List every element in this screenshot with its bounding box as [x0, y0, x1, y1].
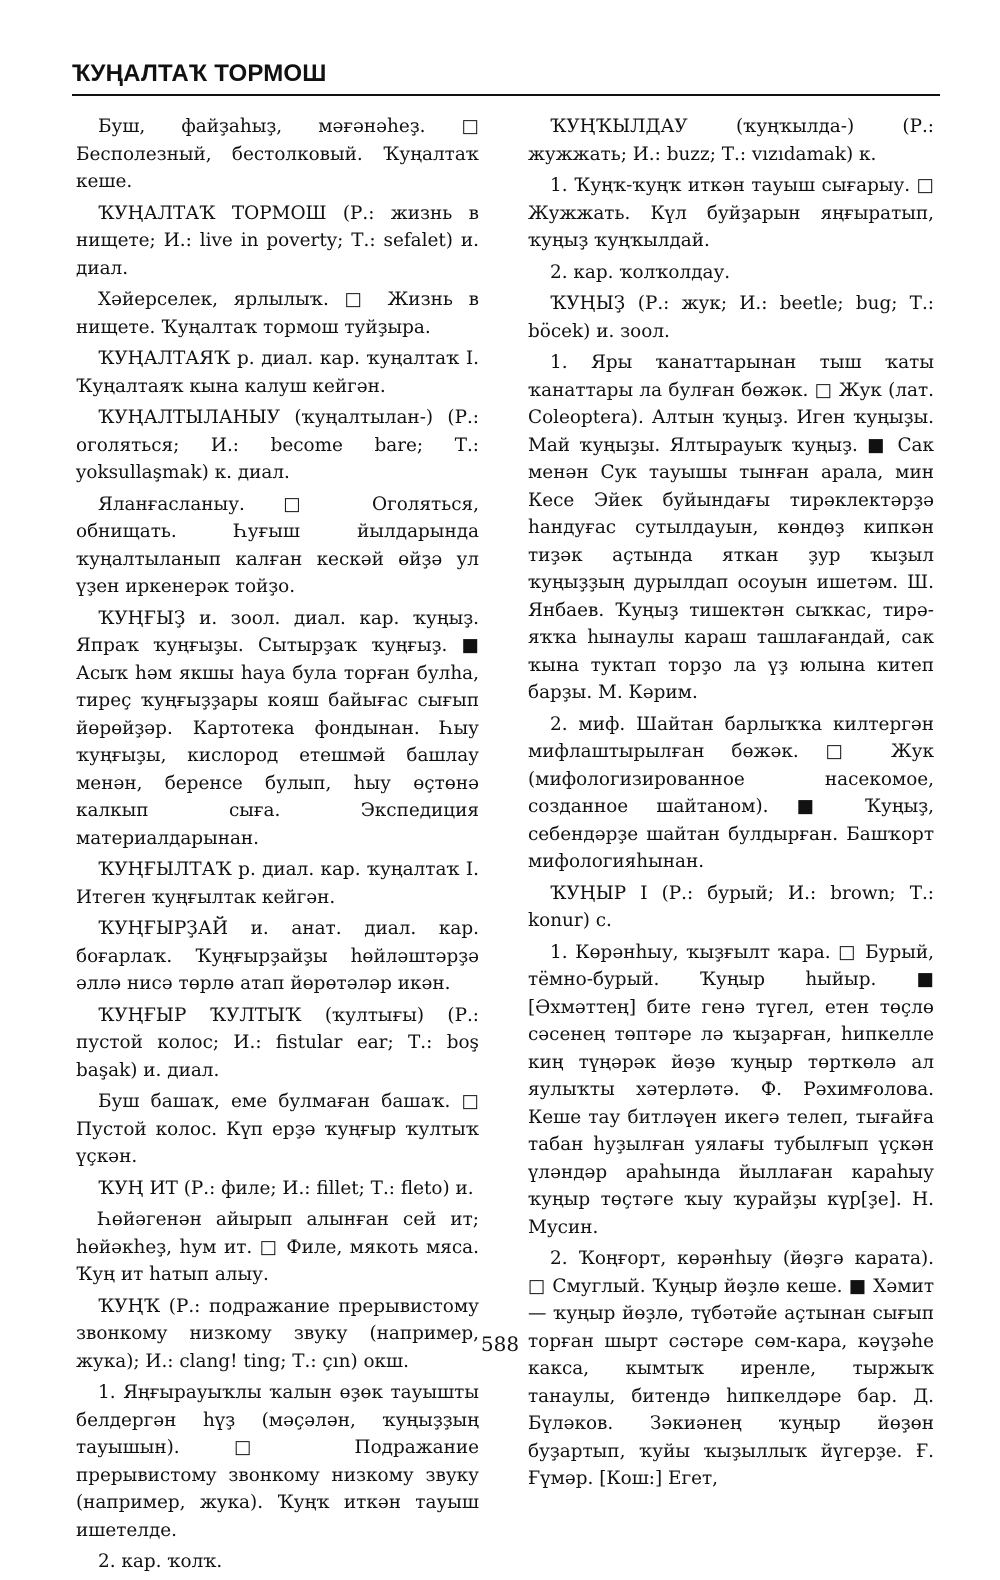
dictionary-entry: 1. Яңғырауыҡлы ҡалын өҙөк тауышты белдергән һүҙ (мәҫәлән, ҡуңыҙҙың тауышын). □ Подражание прерывистому звонкому низкому звуку (например, жука). Ҡуңҡ иткән тауыш ишетелде.: [76, 1382, 479, 1541]
left-column: [76, 113, 479, 1580]
dictionary-entry: 1. Яры ҡанаттарынан тыш ҡаты ҡанаттары ла булған бөжәк. □ Жук (лат. Coleoptera). Алтын ҡуңыҙ. Иген ҡуңыҙы. Май ҡуңыҙы. Ялтырауыҡ ҡуңыҙ. ■ Сак менән Сук тауышы тынған арала, мин Кесе Эйек буйындағы тирәклектәрҙә һандуғас сутылдауын, көндөҙ кипкән тиҙәк аҫтында яткан ҙур ҡыҙыл ҡуңыҙҙың дурылдап осоуын ишетәм. Ш. Янбаев. Ҡуңыҙ тишектән сыҡкас, тирә-яҡҡа һынаулы караш ташлағандай, сак ҡына туктап торҙо ла үҙ юлына китеп барҙы. М. Кәрим.: [528, 352, 934, 703]
dictionary-entry: ҠУҢҒЫР ҠУЛТЫҠ (ҡултығы) (Р.: пустой колос; И.: fistular ear; Т.: boş başak) и. диал.: [76, 1004, 479, 1081]
dictionary-entry: 1. Ҡуңҡ-ҡуңҡ иткән тауыш сығарыу. □ Жужжать. Күл буйҙарын яңғыратып, ҡуңыҙ ҡуңҡылдай.: [528, 175, 934, 251]
dictionary-entry: Һөйәгенән айырып алынған сей ит; һөйәкһеҙ, һум ит. □ Филе, мякоть мяса. Ҡуң ит һатып алыу.: [76, 1209, 479, 1285]
dictionary-entry: ҠУҢҠЫЛДАУ (ҡуңҡылда-) (Р.: жужжать; И.: buzz; Т.: vızıdamak) к.: [528, 116, 934, 165]
dictionary-entry: ҠУҢҠ (Р.: подражание прерывистому звонкому низкому звуку (например, жука); И.: clang! ting; Т.: çın) окш.: [76, 1295, 479, 1372]
running-head: ҠУҢАЛТАҠ ТОРМОШ: [72, 60, 327, 87]
dictionary-entry: 1. Көрәнһыу, ҡыҙғылт ҡара. □ Бурый, тёмно-бурый. Ҡуңыр һыйыр. ■ [Әхмәттең] бите генә түгел, етен төҫлө сәсенең төптәре лә ҡыҙарған, һипкелле киң түңәрәк йөҙө ҡуңыр төрткөлә ал яулыҡты хәтерләтә. Ф. Рәхимғолова. Кеше тау битләүен икегә телеп, тығайға табан һуҙылған уялағы тубылғып үҫкән үләндәр араһында йыллаған караһыу ҡуңыр төҫтәге ҡыу ҡурайҙы күр[ҙе]. Н. Мусин.: [528, 941, 934, 1238]
dictionary-entry: ҠУҢҒЫРҘАЙ и. анат. диал. кар. боғарлаҡ. Ҡуңғырҙайҙы һөйләштәрҙә әллә нисә төрлө атап йөрөтәләр икән.: [76, 918, 479, 994]
dictionary-entry: Хәйерселек, ярлылыҡ. □ Жизнь в нищете. Ҡуңалтаҡ тормош туйҙыра.: [76, 289, 479, 338]
header-rule: [72, 94, 940, 96]
dictionary-entry: ҠУҢАЛТАЯҠ р. диал. кар. ҡуңалтаҡ I. Ҡуңалтаяҡ кына калуш кейгән.: [76, 348, 479, 397]
dictionary-entry: Яланғасланыу. □ Оголяться, обнищать. Һуғыш йылдарында ҡуңалтыланып калған кескәй өйҙә ул үҙен иркенерәк тойҙо.: [76, 493, 479, 597]
dictionary-entry: ҠУҢЫР I (Р.: бурый; И.: brown; Т.: konur) с.: [528, 882, 934, 931]
dictionary-entry: ҠУҢАЛТАҠ ТОРМОШ (Р.: жизнь в нищете; И.: live in poverty; Т.: sefalet) и. диал.: [76, 202, 479, 279]
dictionary-entry: ҠУҢҒЫЛТАҠ р. диал. кар. ҡуңалтаҡ I. Итеген ҡуңғылтак кейгән.: [76, 859, 479, 908]
dictionary-entry: ҠУҢАЛТЫЛАНЫУ (ҡуңалтылан-) (Р.: оголяться; И.: become bare; Т.: yoksullaşmak) к. диал.: [76, 407, 479, 483]
page-number: 588: [480, 1332, 520, 1356]
right-column: [528, 113, 934, 1497]
dictionary-entry: ҠУҢЫҘ (Р.: жук; И.: beetle; bug; Т.: böcek) и. зоол.: [528, 293, 934, 342]
dictionary-entry: 2. Ҡоңғорт, көрәнһыу (йөҙгә карата). □ Смуглый. Ҡуңыр йөҙлө кеше. ■ Хәмит — ҡуңыр йөҙлө, түбәтәйе аҫтынан сығып торған шырт сәстәре сөм-кара, кәүҙәһе какса, кымтыҡ иренле, тыржыҡ танаулы, битендә һипкелдәре бар. Д. Бүләков. Зәкиәнең ҡуңыр йөҙөн буҙартып, ҡуйы ҡыҙыллыҡ йүгерҙе. Ғ. Ғүмәр. [Кош:] Егет,: [528, 1248, 934, 1489]
dictionary-entry: 2. миф. Шайтан барлыҡҡа килтергән мифлаштырылған бөжәк. □ Жук (мифологизированное насекомое, созданное шайтаном). ■ Ҡуңыҙ, себендәрҙе шайтан булдырған. Башҡорт мифологияһынан.: [528, 713, 934, 872]
dictionary-entry: ҠУҢҒЫҘ и. зоол. диал. кар. ҡуңыҙ. Япраҡ ҡуңғыҙы. Сытырҙаҡ ҡуңғыҙ. ■ Асыҡ һәм якшы һауа була торған булһа, тиреҫ ҡуңғыҙҙары кояш байығас сығып йөрөйҙәр. Картотека фондынан. Һыу ҡуңғыҙы, кислород етешмәй башлау менән, беренсе булып, һыу өҫтөнә калкып сыға. Экспедиция материалдарынан.: [76, 607, 479, 849]
dictionary-entry: Буш башаҡ, еме булмаған башаҡ. □ Пустой колос. Күп ерҙә ҡуңғыр ҡултыҡ үҫкән.: [76, 1091, 479, 1167]
dictionary-entry: 2. кар. ҡолҡ.: [98, 1551, 223, 1572]
dictionary-entry: 2. кар. ҡолҡолдау.: [550, 261, 731, 283]
dictionary-entry: ҠУҢ ИТ (Р.: филе; И.: fillet; Т.: fleto) и.: [98, 1177, 474, 1199]
dictionary-entry: Буш, файҙаһыҙ, мәғәнәһеҙ. □ Бесполезный, бестолковый. Ҡуңалтаҡ кеше.: [76, 116, 479, 192]
